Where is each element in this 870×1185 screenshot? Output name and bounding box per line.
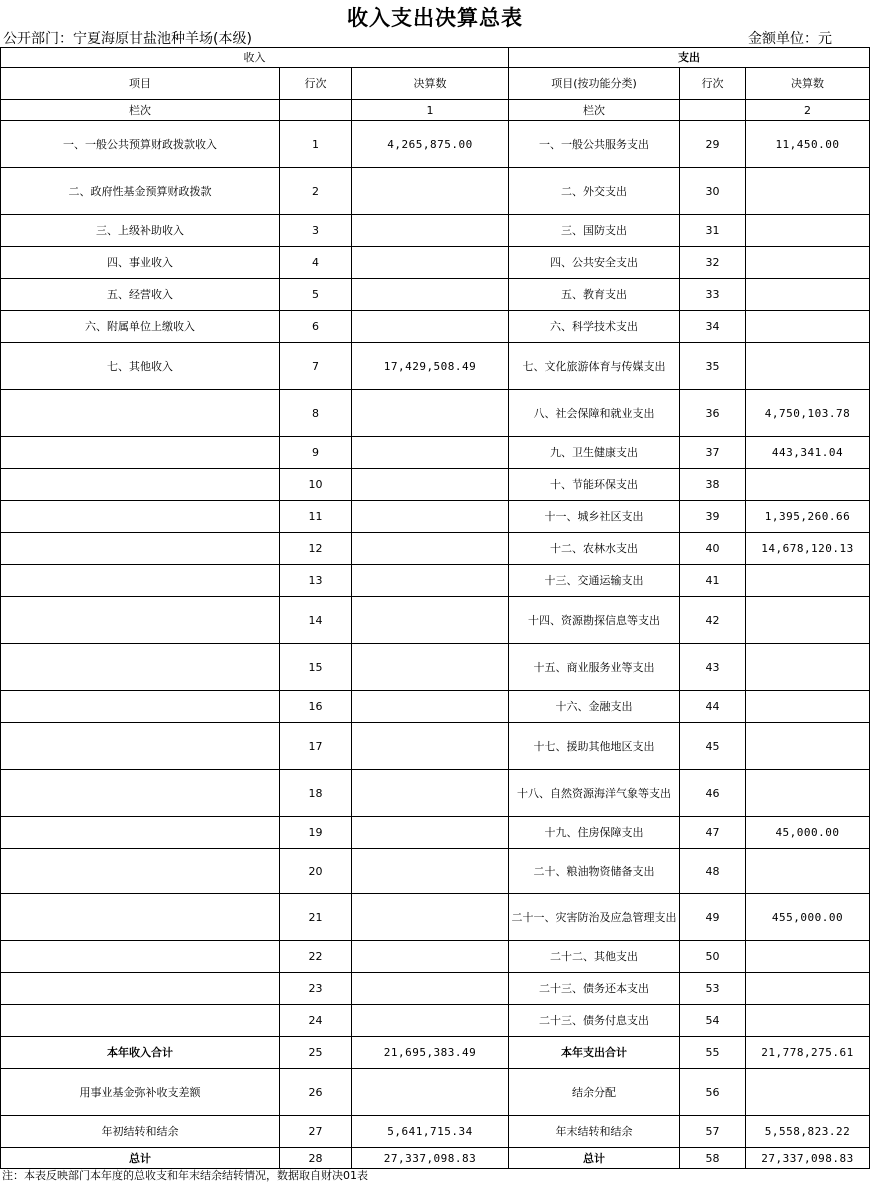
expense-item-cell: 十六、金融支出: [509, 691, 680, 723]
expense-amount-cell: [746, 168, 870, 215]
income-line-cell: 24: [280, 1005, 352, 1037]
income-amount-cell: [352, 597, 509, 644]
table-row: [1, 1069, 870, 1116]
table-row: [1, 343, 870, 390]
expense-item-header: 项目(按功能分类): [509, 68, 680, 100]
expense-item-cell: 十一、城乡社区支出: [509, 501, 680, 533]
expense-item-cell: 三、国防支出: [509, 215, 680, 247]
income-amount-cell: [352, 723, 509, 770]
table-row: [1, 390, 870, 437]
expense-item-cell: 十九、住房保障支出: [509, 817, 680, 849]
income-amount-cell: [352, 849, 509, 894]
income-amount-cell: [352, 311, 509, 343]
expense-line-cell: 36: [680, 390, 746, 437]
expense-item-cell: 四、公共安全支出: [509, 247, 680, 279]
expense-item-cell: 总计: [509, 1148, 680, 1169]
income-column-blank: [280, 100, 352, 121]
income-line-cell: 9: [280, 437, 352, 469]
income-line-cell: 6: [280, 311, 352, 343]
expense-amount-cell: 443,341.04: [746, 437, 870, 469]
expense-item-cell: 十七、援助其他地区支出: [509, 723, 680, 770]
table-row: [1, 644, 870, 691]
expense-amount-cell: [746, 311, 870, 343]
income-amount-cell: 17,429,508.49: [352, 343, 509, 390]
table-row: [1, 597, 870, 644]
income-amount-cell: [352, 1069, 509, 1116]
income-amount-header: 决算数: [352, 68, 509, 100]
income-line-cell: 23: [280, 973, 352, 1005]
expense-amount-cell: [746, 973, 870, 1005]
expense-amount-cell: [746, 941, 870, 973]
expense-amount-cell: 1,395,260.66: [746, 501, 870, 533]
currency-unit-label: 金额单位：元: [748, 31, 832, 47]
income-item-cell: [1, 533, 280, 565]
table-row: [1, 1116, 870, 1148]
table-row: [1, 168, 870, 215]
table-row: [1, 723, 870, 770]
expense-amount-cell: [746, 343, 870, 390]
expense-amount-cell: 5,558,823.22: [746, 1116, 870, 1148]
expense-item-cell: 七、文化旅游体育与传媒支出: [509, 343, 680, 390]
income-item-cell: 二、政府性基金预算财政拨款: [1, 168, 280, 215]
expense-item-cell: 二、外交支出: [509, 168, 680, 215]
expense-line-cell: 30: [680, 168, 746, 215]
expense-section-header: 支出: [509, 48, 870, 68]
income-amount-cell: [352, 817, 509, 849]
table-row: [1, 469, 870, 501]
income-amount-cell: [352, 247, 509, 279]
column-number-row: [1, 100, 870, 121]
table-row: [1, 1005, 870, 1037]
expense-amount-cell: [746, 770, 870, 817]
expense-item-cell: 十八、自然资源海洋气象等支出: [509, 770, 680, 817]
table-row: [1, 311, 870, 343]
table-row: [1, 973, 870, 1005]
income-item-cell: [1, 849, 280, 894]
expense-amount-cell: [746, 247, 870, 279]
expense-line-cell: 31: [680, 215, 746, 247]
income-item-cell: 四、事业收入: [1, 247, 280, 279]
expense-line-cell: 47: [680, 817, 746, 849]
expense-item-cell: 一、一般公共服务支出: [509, 121, 680, 168]
expense-line-cell: 29: [680, 121, 746, 168]
income-line-cell: 28: [280, 1148, 352, 1169]
table-row: [1, 770, 870, 817]
expense-amount-cell: 4,750,103.78: [746, 390, 870, 437]
income-item-cell: [1, 437, 280, 469]
income-amount-cell: 21,695,383.49: [352, 1037, 509, 1069]
income-amount-cell: [352, 501, 509, 533]
report-title: 收入支出决算总表: [347, 6, 523, 30]
expense-line-cell: 41: [680, 565, 746, 597]
income-line-cell: 22: [280, 941, 352, 973]
expense-line-cell: 53: [680, 973, 746, 1005]
expense-line-cell: 43: [680, 644, 746, 691]
income-amount-cell: [352, 279, 509, 311]
income-line-cell: 1: [280, 121, 352, 168]
income-item-cell: 五、经营收入: [1, 279, 280, 311]
expense-item-cell: 年末结转和结余: [509, 1116, 680, 1148]
expense-amount-cell: 21,778,275.61: [746, 1037, 870, 1069]
income-amount-cell: [352, 691, 509, 723]
income-column-label: 栏次: [1, 100, 280, 121]
table-row: [1, 247, 870, 279]
table-row: [1, 533, 870, 565]
expense-line-header: 行次: [680, 68, 746, 100]
expense-amount-cell: [746, 279, 870, 311]
expense-amount-cell: [746, 849, 870, 894]
expense-item-cell: 二十、粮油物资储备支出: [509, 849, 680, 894]
income-section-header: 收入: [1, 48, 509, 68]
expense-amount-cell: [746, 1005, 870, 1037]
expense-item-cell: 十三、交通运输支出: [509, 565, 680, 597]
income-item-cell: 六、附属单位上缴收入: [1, 311, 280, 343]
section-header-row: [1, 48, 870, 68]
income-item-cell: [1, 565, 280, 597]
expense-item-cell: 八、社会保障和就业支出: [509, 390, 680, 437]
income-item-cell: 七、其他收入: [1, 343, 280, 390]
income-amount-cell: [352, 390, 509, 437]
income-line-cell: 11: [280, 501, 352, 533]
income-item-cell: [1, 817, 280, 849]
expense-amount-cell: 45,000.00: [746, 817, 870, 849]
expense-line-cell: 33: [680, 279, 746, 311]
income-line-cell: 27: [280, 1116, 352, 1148]
expense-amount-cell: [746, 1069, 870, 1116]
column-header-row: [1, 68, 870, 100]
income-item-cell: 年初结转和结余: [1, 1116, 280, 1148]
expense-amount-cell: [746, 215, 870, 247]
income-column-number: 1: [352, 100, 509, 121]
expense-item-cell: 十二、农林水支出: [509, 533, 680, 565]
income-line-cell: 10: [280, 469, 352, 501]
expense-item-cell: 九、卫生健康支出: [509, 437, 680, 469]
income-amount-cell: [352, 644, 509, 691]
income-line-cell: 8: [280, 390, 352, 437]
income-line-cell: 15: [280, 644, 352, 691]
expense-item-cell: 本年支出合计: [509, 1037, 680, 1069]
expense-amount-cell: [746, 644, 870, 691]
table-row: [1, 215, 870, 247]
table-row: [1, 501, 870, 533]
expense-column-label: 栏次: [509, 100, 680, 121]
income-line-cell: 17: [280, 723, 352, 770]
expense-item-cell: 六、科学技术支出: [509, 311, 680, 343]
income-item-cell: [1, 723, 280, 770]
expense-amount-cell: 14,678,120.13: [746, 533, 870, 565]
expense-line-cell: 58: [680, 1148, 746, 1169]
income-line-header: 行次: [280, 68, 352, 100]
expense-line-cell: 56: [680, 1069, 746, 1116]
expense-line-cell: 35: [680, 343, 746, 390]
expense-line-cell: 50: [680, 941, 746, 973]
expense-amount-cell: [746, 565, 870, 597]
income-item-cell: [1, 597, 280, 644]
table-row: [1, 1148, 870, 1169]
income-line-cell: 2: [280, 168, 352, 215]
expense-line-cell: 46: [680, 770, 746, 817]
income-amount-cell: [352, 770, 509, 817]
expense-amount-cell: [746, 469, 870, 501]
income-amount-cell: [352, 973, 509, 1005]
income-amount-cell: [352, 941, 509, 973]
table-row: [1, 1037, 870, 1069]
expense-line-cell: 48: [680, 849, 746, 894]
income-amount-cell: 5,641,715.34: [352, 1116, 509, 1148]
table-row: [1, 817, 870, 849]
expense-item-cell: 二十三、债务付息支出: [509, 1005, 680, 1037]
income-item-cell: 总计: [1, 1148, 280, 1169]
expense-line-cell: 40: [680, 533, 746, 565]
expense-line-cell: 39: [680, 501, 746, 533]
income-line-cell: 26: [280, 1069, 352, 1116]
income-amount-cell: [352, 168, 509, 215]
income-line-cell: 18: [280, 770, 352, 817]
income-item-cell: [1, 1005, 280, 1037]
income-expense-table: [0, 47, 870, 1169]
income-item-cell: [1, 973, 280, 1005]
department-label: 公开部门：宁夏海原甘盐池种羊场(本级): [3, 31, 252, 47]
income-item-cell: 一、一般公共预算财政拨款收入: [1, 121, 280, 168]
income-amount-cell: [352, 533, 509, 565]
income-item-header: 项目: [1, 68, 280, 100]
table-row: [1, 279, 870, 311]
expense-amount-cell: [746, 723, 870, 770]
expense-line-cell: 54: [680, 1005, 746, 1037]
expense-line-cell: 34: [680, 311, 746, 343]
income-line-cell: 25: [280, 1037, 352, 1069]
expense-item-cell: 十、节能环保支出: [509, 469, 680, 501]
expense-item-cell: 五、教育支出: [509, 279, 680, 311]
income-item-cell: 本年收入合计: [1, 1037, 280, 1069]
income-line-cell: 16: [280, 691, 352, 723]
expense-line-cell: 38: [680, 469, 746, 501]
income-item-cell: [1, 644, 280, 691]
expense-line-cell: 32: [680, 247, 746, 279]
income-item-cell: [1, 894, 280, 941]
expense-amount-cell: [746, 691, 870, 723]
income-line-cell: 21: [280, 894, 352, 941]
income-line-cell: 5: [280, 279, 352, 311]
income-line-cell: 20: [280, 849, 352, 894]
table-row: [1, 849, 870, 894]
income-amount-cell: [352, 1005, 509, 1037]
expense-line-cell: 37: [680, 437, 746, 469]
expense-item-cell: 十五、商业服务业等支出: [509, 644, 680, 691]
income-item-cell: [1, 390, 280, 437]
income-amount-cell: 27,337,098.83: [352, 1148, 509, 1169]
income-item-cell: [1, 469, 280, 501]
expense-amount-cell: 455,000.00: [746, 894, 870, 941]
expense-line-cell: 44: [680, 691, 746, 723]
income-amount-cell: [352, 469, 509, 501]
income-line-cell: 12: [280, 533, 352, 565]
income-line-cell: 13: [280, 565, 352, 597]
income-amount-cell: [352, 894, 509, 941]
income-line-cell: 3: [280, 215, 352, 247]
table-row: [1, 941, 870, 973]
income-amount-cell: 4,265,875.00: [352, 121, 509, 168]
table-row: [1, 894, 870, 941]
income-item-cell: [1, 501, 280, 533]
income-line-cell: 14: [280, 597, 352, 644]
expense-item-cell: 二十一、灾害防治及应急管理支出: [509, 894, 680, 941]
expense-column-number: 2: [746, 100, 870, 121]
expense-line-cell: 49: [680, 894, 746, 941]
income-amount-cell: [352, 565, 509, 597]
expense-amount-cell: 27,337,098.83: [746, 1148, 870, 1169]
expense-amount-cell: 11,450.00: [746, 121, 870, 168]
income-item-cell: 用事业基金弥补收支差额: [1, 1069, 280, 1116]
expense-item-cell: 二十三、债务还本支出: [509, 973, 680, 1005]
expense-line-cell: 42: [680, 597, 746, 644]
footnote: 注：本表反映部门本年度的总收支和年末结余结转情况，数据取自财决01表: [2, 1169, 368, 1182]
table-row: [1, 691, 870, 723]
expense-amount-header: 决算数: [746, 68, 870, 100]
expense-line-cell: 45: [680, 723, 746, 770]
expense-item-cell: 结余分配: [509, 1069, 680, 1116]
income-line-cell: 19: [280, 817, 352, 849]
income-item-cell: [1, 941, 280, 973]
expense-line-cell: 55: [680, 1037, 746, 1069]
expense-item-cell: 十四、资源勘探信息等支出: [509, 597, 680, 644]
income-line-cell: 7: [280, 343, 352, 390]
table-row: [1, 565, 870, 597]
table-row: [1, 121, 870, 168]
income-amount-cell: [352, 215, 509, 247]
income-item-cell: 三、上级补助收入: [1, 215, 280, 247]
income-line-cell: 4: [280, 247, 352, 279]
expense-item-cell: 二十二、其他支出: [509, 941, 680, 973]
expense-amount-cell: [746, 597, 870, 644]
income-amount-cell: [352, 437, 509, 469]
expense-line-cell: 57: [680, 1116, 746, 1148]
income-item-cell: [1, 691, 280, 723]
expense-column-blank: [680, 100, 746, 121]
income-item-cell: [1, 770, 280, 817]
table-row: [1, 437, 870, 469]
